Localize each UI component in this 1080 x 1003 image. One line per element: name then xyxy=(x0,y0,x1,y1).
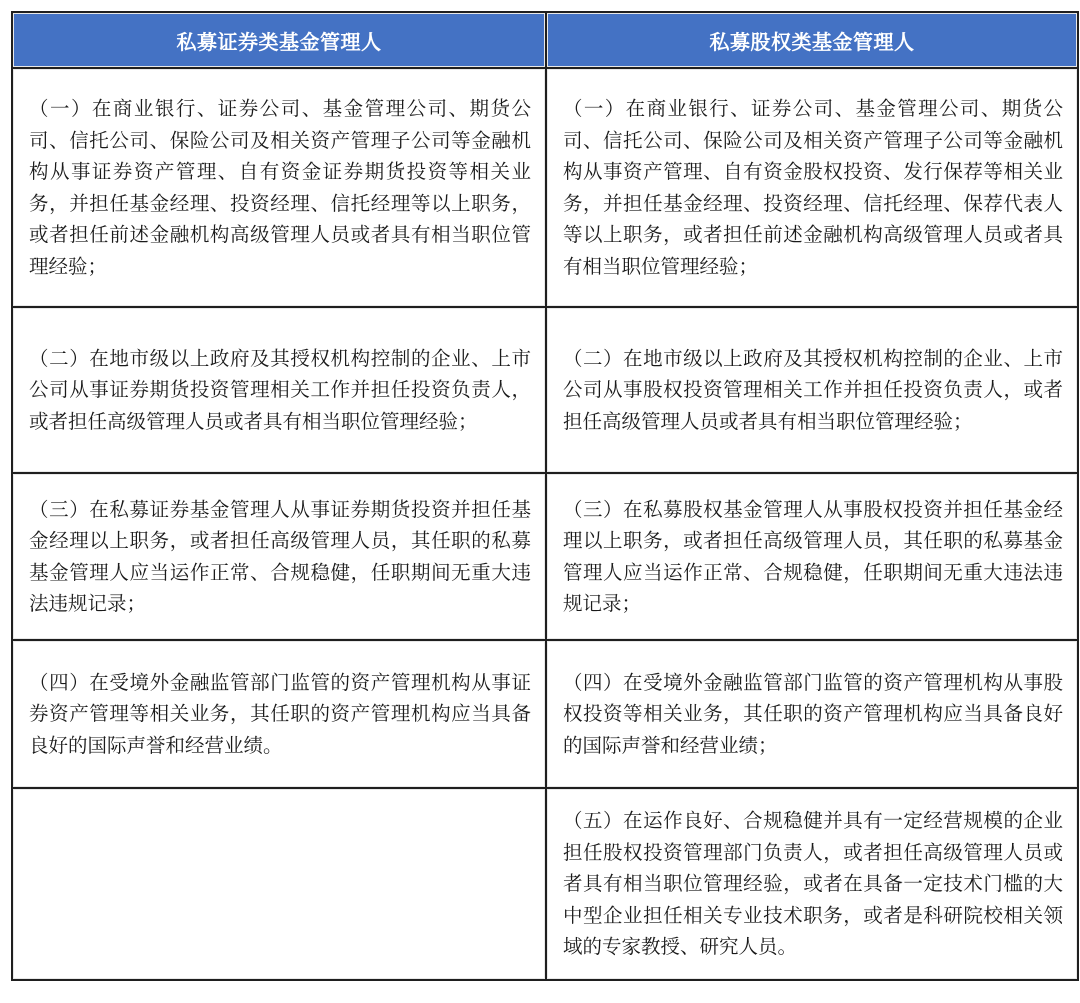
table-row xyxy=(12,473,1078,640)
table-row xyxy=(12,307,1078,473)
cell-securities-requirement-5-empty xyxy=(12,788,546,980)
table-row xyxy=(12,640,1078,788)
table-row xyxy=(12,68,1078,307)
column-header-securities-fund-manager: 私募证券类基金管理人 xyxy=(12,12,546,68)
cell-equity-requirement-3: （三）在私募股权基金管理人从事股权投资并担任基金经理以上职务，或者担任高级管理人员，其任职的私募基金管理人应当运作正常、合规稳健，任职期间无重大违法违规记录； xyxy=(546,473,1078,640)
cell-equity-requirement-2: （二）在地市级以上政府及其授权机构控制的企业、上市公司从事股权投资管理相关工作并担任投资负责人，或者担任高级管理人员或者具有相当职位管理经验； xyxy=(546,307,1078,473)
table-row xyxy=(12,788,1078,980)
cell-equity-requirement-5: （五）在运作良好、合规稳健并具有一定经营规模的企业担任股权投资管理部门负责人，或者担任高级管理人员或者具有相当职位管理经验，或者在具备一定技术门槛的大中型企业担任相关专业技术职务，或者是科研院校相关领域的专家教授、研究人员。 xyxy=(546,788,1078,980)
header-row xyxy=(12,12,1078,68)
cell-securities-requirement-4: （四）在受境外金融监管部门监管的资产管理机构从事证券资产管理等相关业务，其任职的资产管理机构应当具备良好的国际声誉和经营业绩。 xyxy=(12,640,546,788)
cell-equity-requirement-4: （四）在受境外金融监管部门监管的资产管理机构从事股权投资等相关业务，其任职的资产管理机构应当具备良好的国际声誉和经营业绩； xyxy=(546,640,1078,788)
fund-manager-qualification-table xyxy=(11,11,1079,981)
cell-securities-requirement-1: （一）在商业银行、证券公司、基金管理公司、期货公司、信托公司、保险公司及相关资产管理子公司等金融机构从事证券资产管理、自有资金证券期货投资等相关业务，并担任基金经理、投资经理、信托经理等以上职务，或者担任前述金融机构高级管理人员或者具有相当职位管理经验； xyxy=(12,68,546,307)
column-header-equity-fund-manager: 私募股权类基金管理人 xyxy=(546,12,1078,68)
table-body xyxy=(12,68,1078,980)
comparison-table-container xyxy=(11,11,1077,981)
cell-equity-requirement-1: （一）在商业银行、证券公司、基金管理公司、期货公司、信托公司、保险公司及相关资产管理子公司等金融机构从事资产管理、自有资金股权投资、发行保荐等相关业务，并担任基金经理、投资经理、信托经理、保荐代表人等以上职务，或者担任前述金融机构高级管理人员或者具有相当职位管理经验； xyxy=(546,68,1078,307)
cell-securities-requirement-3: （三）在私募证券基金管理人从事证券期货投资并担任基金经理以上职务，或者担任高级管理人员，其任职的私募基金管理人应当运作正常、合规稳健，任职期间无重大违法违规记录； xyxy=(12,473,546,640)
table-header xyxy=(12,12,1078,68)
cell-securities-requirement-2: （二）在地市级以上政府及其授权机构控制的企业、上市公司从事证券期货投资管理相关工作并担任投资负责人，或者担任高级管理人员或者具有相当职位管理经验； xyxy=(12,307,546,473)
